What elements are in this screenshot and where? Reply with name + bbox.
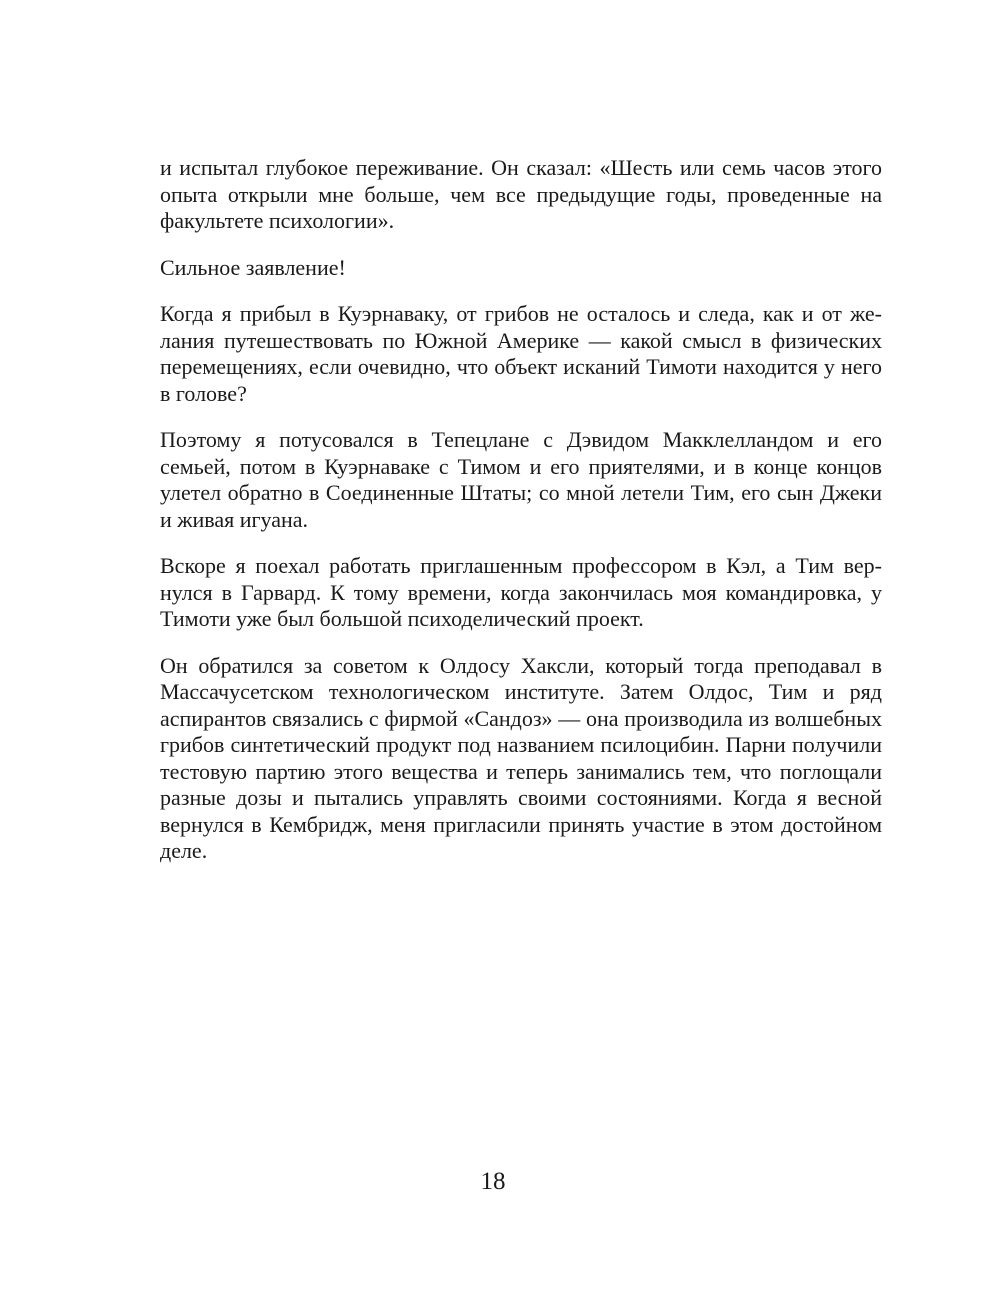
paragraph-huxley: Он обратился за советом к Олдосу Хаксли, который тогда преподавал в Массачусетском технологическом институте. Затем Олдос, Тим и ряд аспирантов связались с фирмой «Сандоз» — она производила из волшебных грибов синтетический продукт под названием псилоцибин. Парни получили тестовую партию этого вещества и теперь занимались тем, что поглощали разные дозы и пытались управлять своими состояниями. Когда я весной вернулся в Кембридж, меня пригласили принять участие в этом достойном деле.	[160, 652, 882, 863]
paragraph-tepoztlan: Поэтому я потусовался в Тепецлане с Дэвидом Макклелландом и его семьей, потом в Куэрнаваке с Тимом и его приятелями, и в конце концов улетел обратно в Соединенные Штаты; со мной летели Тим, его сын Джеки и живая игуана.	[160, 427, 882, 532]
paragraph-continuation: и испытал глубокое переживание. Он сказал: «Шесть или семь часов этого опыта открыли мне больше, чем все предыдущие годы, проведенные на факультете психологии».	[160, 155, 882, 233]
paragraph-harvard: Вскоре я поехал работать приглашенным профессором в Кэл, а Тим вернулся в Гарвард. К тому времени, когда закончилась моя командировка, у Тимоти уже был большой психоделический проект.	[160, 553, 882, 631]
body-text	[160, 155, 882, 885]
paragraph-exclamation: Сильное заявление!	[160, 254, 346, 280]
paragraph-cuernavaca: Когда я прибыл в Куэрнаваку, от грибов не осталось и следа, как и от желания путешествовать по Южной Америке — какой смысл в физических перемещениях, если очевидно, что объект исканий Тимоти находится у него в голове?	[160, 301, 882, 406]
page-number: 18	[480, 1168, 506, 1195]
